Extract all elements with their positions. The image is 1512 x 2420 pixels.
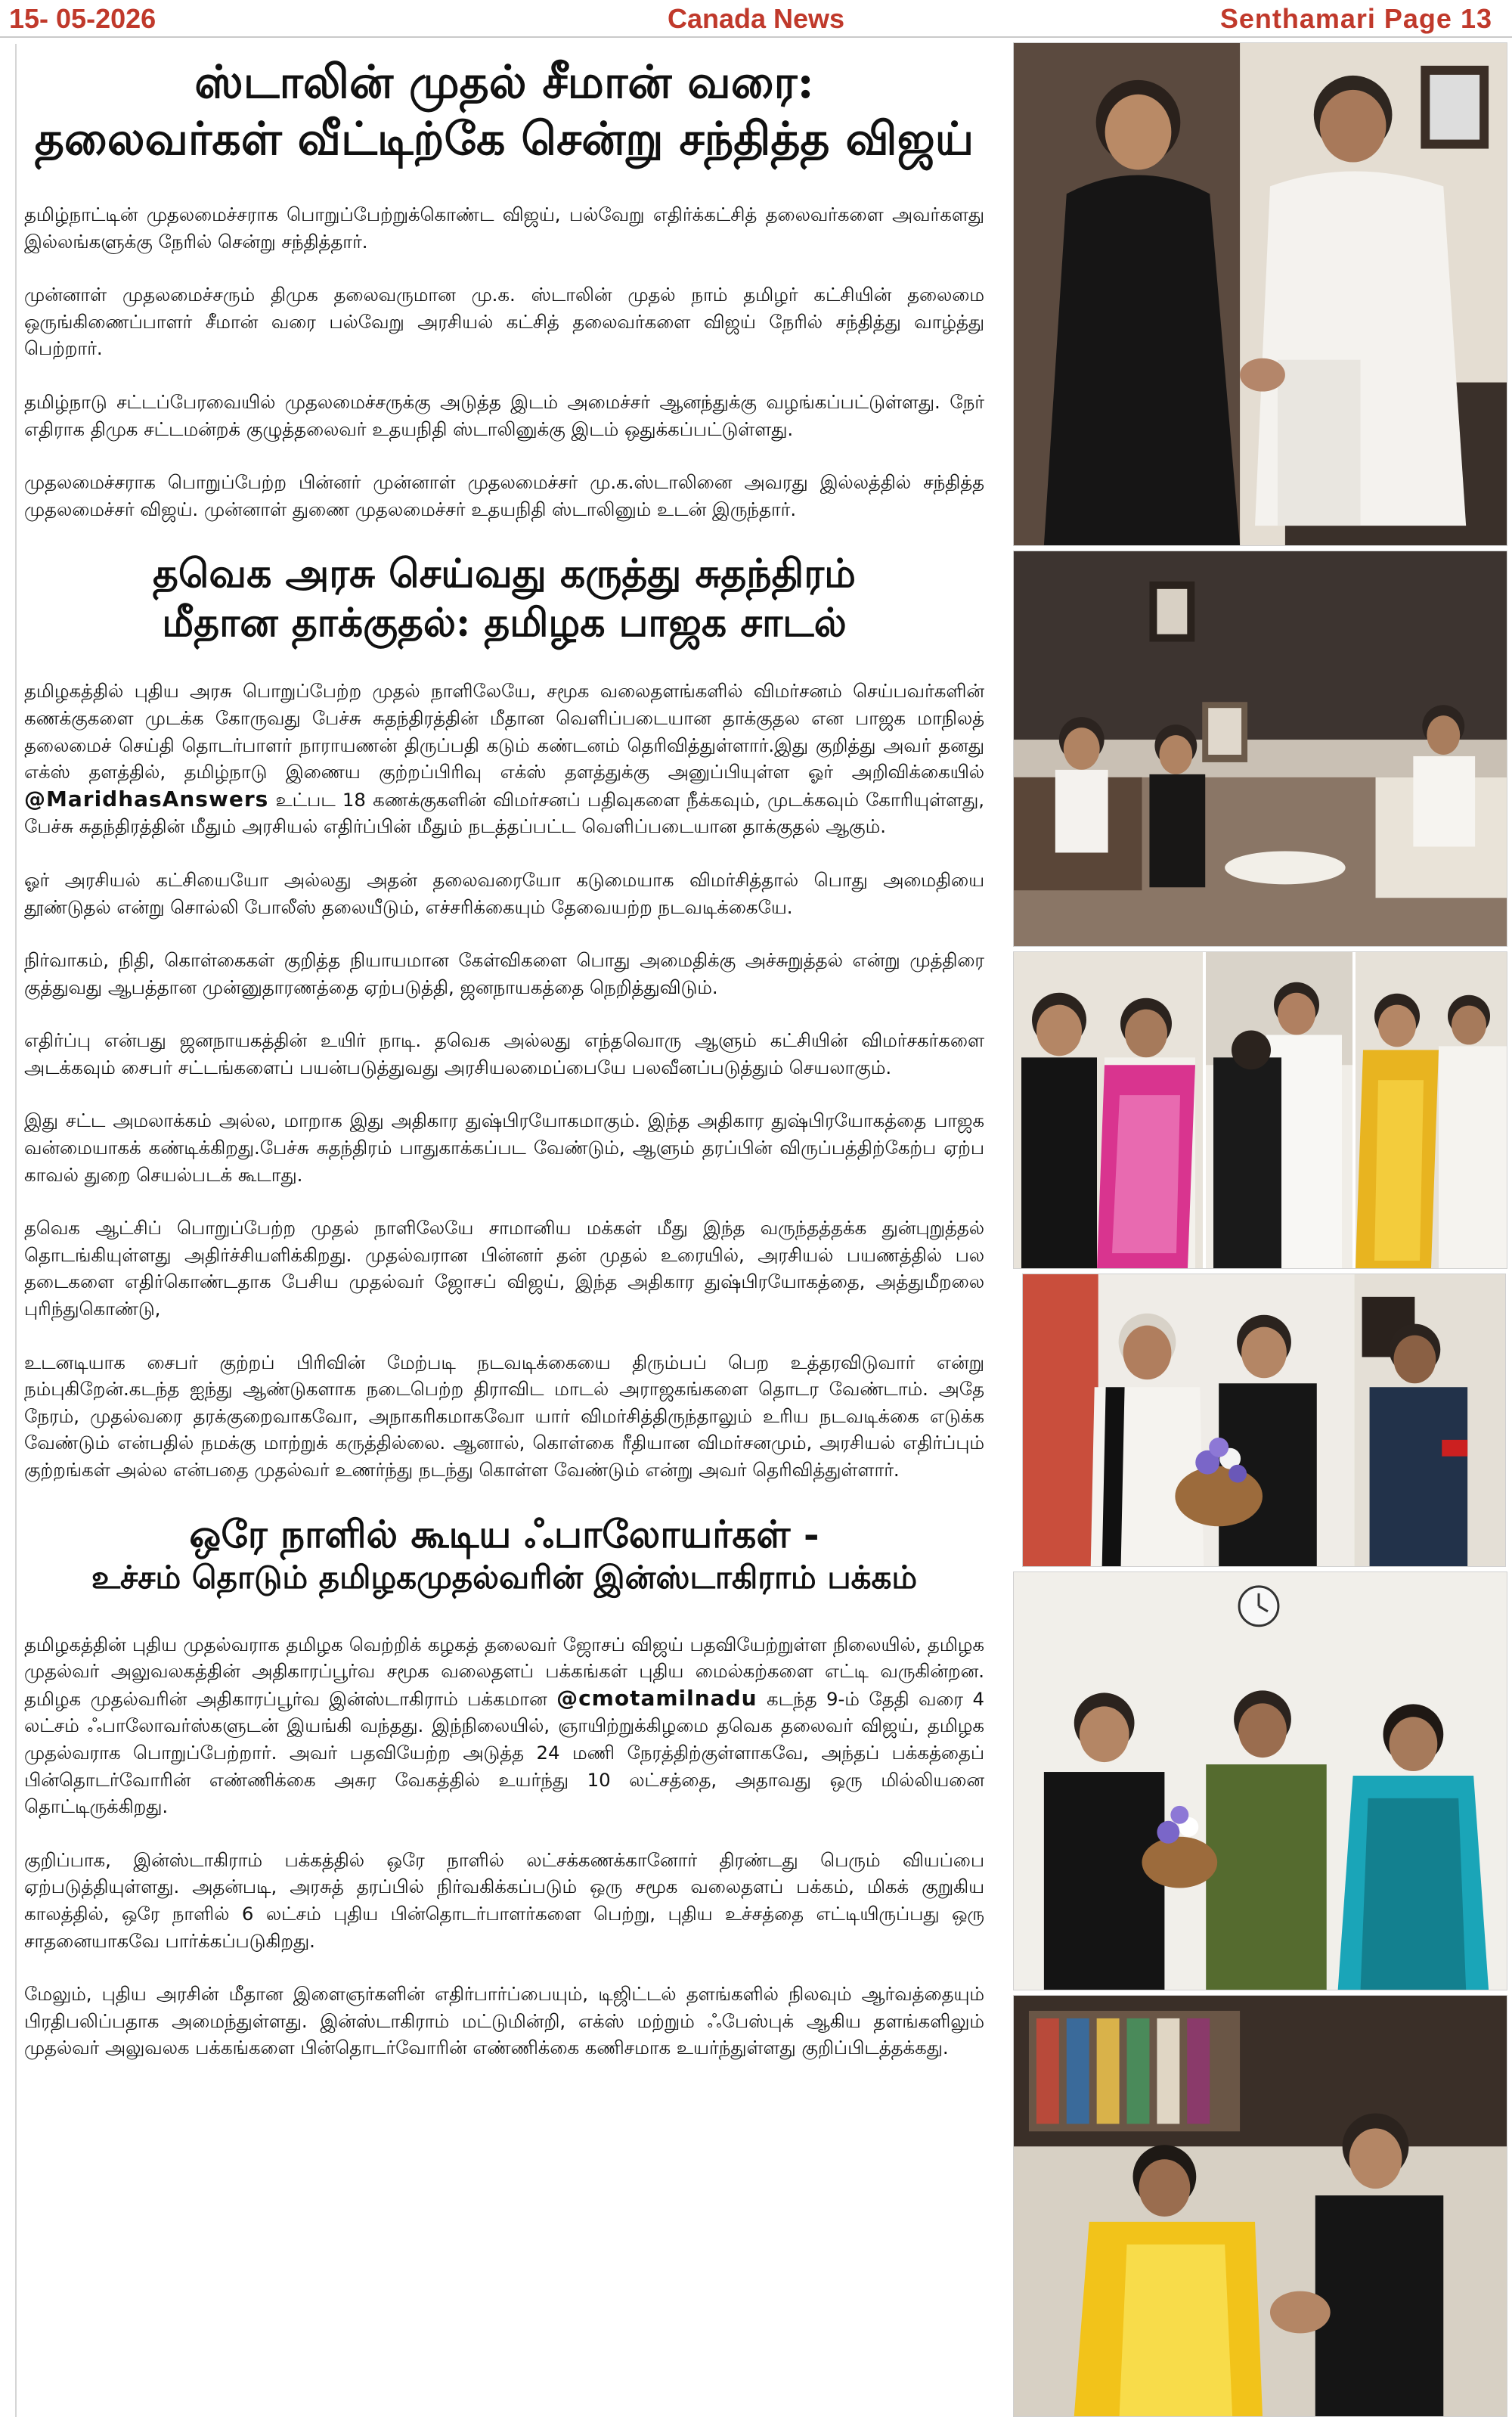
headline-line-2: தலைவர்கள் வீட்டிற்கே சென்று சந்தித்த விஜய் <box>34 113 974 166</box>
shawl-photo-panel-3 <box>1356 952 1507 1268</box>
social-handle-mention: @cmotamilnadu <box>556 1685 758 1711</box>
article-headline-line-2: உச்சம் தொடும் தமிழகமுதல்வரின் இன்ஸ்டாகிராம் பக்கம் <box>91 1559 918 1596</box>
headline-line-1: தவெக அரசு செய்வது கருத்து சுதந்திரம் <box>153 551 856 597</box>
article-paragraph: உடனடியாக சைபர் குற்றப் பிரிவின் மேற்படி நடவடிக்கையை திரும்பப் பெற உத்தரவிடுவார் என்று நம்புகிறேன்.கடந்த ஐந்து ஆண்டுகளாக நடைபெற்ற திராவிட மாடல் அராஜகங்களை தொடர வேண்டாம். அதே நேரம், முதல்வரை தரக்குறைவாகவோ, அநாகரிகமாகவோ யார் விமர்சித்திருந்தாலும் உரிய நடவடிக்கை எடுக்க வேண்டும் என்பதில் நமக்கு மாற்றுக் கருத்தில்லை. ஆனால், கொள்கை ரீதியான விமர்சனமும், அரசியல் எதிர்ப்பும் குற்றங்கள் அல்ல என்பதை முதல்வர் உணர்ந்து நடந்து கொள்ள வேண்டும் என்று அவர் தெரிவித்துள்ளார். <box>24 1351 984 1481</box>
article-paragraph: குறிப்பாக, இன்ஸ்டாகிராம் பக்கத்தில் ஒரே நாளில் லட்சக்கணக்கானோர் திரண்டது பெரும் வியப்பை ஏற்படுத்தியுள்ளது. அதன்படி, அரசுத் தரப்பில் நிர்வகிக்கப்படும் ஒரு சமூக வலைதளப் பக்கம், மிகக் குறுகிய காலத்தில், ஒரே நாளில் 6 லட்சம் புதிய பின்தொடர்பாளர்களை பெற்று, புதிய உச்சத்தை எட்டியிருப்பது ஒரு சாதனையாகவே பார்க்கப்படுகிறது. <box>24 1848 984 1952</box>
bouquet-illustration <box>1023 1274 1505 1566</box>
paragraph-text: உட்பட 18 கணக்குகளின் விமர்சனப் பதிவுகளை நீக்கவும், முடக்கவும் கோரியுள்ளது, பேச்சு சுதந்திரத்தின் மீதும் அரசியல் எதிர்ப்பின் மீதும் நடத்தப்பட்ட வெளிப்படையான தாக்குதல் ஆகும். <box>24 788 984 838</box>
article-paragraph: தமிழ்நாட்டின் முதலமைச்சராக பொறுப்பேற்றுக்கொண்ட விஜய், பல்வேறு எதிர்க்கட்சித் தலைவர்களை அவர்களது இல்லங்களுக்கு நேரில் சென்று சந்தித்தார். <box>24 203 984 253</box>
living-room-meeting-photo <box>1013 551 1507 947</box>
paragraph-text: தமிழகத்தின் புதிய முதல்வராக தமிழக வெற்றிக் கழகத் தலைவர் ஜோசப் விஜய் பதவியேற்றுள்ள நிலையில், தமிழக முதல்வர் அலுவலகத்தின் அதிகாரப்பூர்வ சமூக வலைதளப் பக்கங்கள் புதிய மைல்கற்களை எட்டி வருகின்றன. தமிழக முதல்வரின் அதிகாரப்பூர்வ இன்ஸ்டாகிராம் பக்கமான <box>24 1633 984 1710</box>
bouquet-group-illustration <box>1014 1572 1507 1990</box>
article-paragraph: முன்னாள் முதலமைச்சரும் திமுக தலைவருமான மு.க. ஸ்டாலின் முதல் நாம் தமிழர் கட்சியின் தலைமை ஒருங்கிணைப்பாளர் சீமான் வரை பல்வேறு அரசியல் கட்சித் தலைவர்களை விஜய் நேரில் சந்தித்து வாழ்த்து பெற்றார். <box>24 284 984 360</box>
living-room-illustration <box>1014 551 1507 946</box>
header-date: 15- 05-2026 <box>9 3 156 34</box>
article-instagram-followers <box>24 1511 984 2062</box>
handshake-photo <box>1013 42 1507 546</box>
article-column <box>15 44 984 2417</box>
shawl-greeting-photo <box>1013 951 1507 1269</box>
article-paragraph: தவெக ஆட்சிப் பொறுப்பேற்ற முதல் நாளிலேயே சாமானிய மக்கள் மீது இந்த வருந்தத்தக்க துன்புறுத்தல் தொடங்கியுள்ளது அதிர்ச்சியளிக்கிறது. முதல்வரான பின்னர் தன் முதல் உரையில், அரசியல் பயணத்தில் பல தடைகளை எதிர்கொண்டதாக பேசிய முதல்வர் ஜோசப் விஜய், இந்த அதிகார துஷ்பிரயோகத்தை, அத்துமீறலை புரிந்துகொண்டு, <box>24 1217 984 1320</box>
yellow-shawl-illustration <box>1014 1996 1507 2416</box>
handshake-illustration <box>1014 43 1507 545</box>
article-headline-line-1: ஒரே நாளில் கூடிய ஃபாலோயர்கள் - <box>189 1511 820 1556</box>
shawl-photo-panel-1 <box>1014 952 1203 1268</box>
article-stalin-to-seeman <box>24 54 984 523</box>
paragraph-text: கடந்த 9-ம் தேதி வரை 4 லட்சம் ஃபாலோவர்ஸ்களுடன் இயங்கி வந்தது. இந்நிலையில், ஞாயிற்றுக்கிழமை தவெக தலைவர் விஜய், தமிழக முதல்வராக பொறுப்பேற்றார். அவர் பதவியேற்ற அடுத்த 24 மணி நேரத்திற்குள்ளாகவே, அந்தப் பக்கத்தைப் பின்தொடர்வோரின் எண்ணிக்கை அசுர வேகத்தில் உயர்ந்து 10 லட்சத்தை, அதாவது ஒரு மில்லியனை தொட்டிருக்கிறது. <box>24 1687 984 1818</box>
photo-column <box>1010 39 1512 2420</box>
article-paragraph: தமிழ்நாடு சட்டப்பேரவையில் முதலமைச்சருக்கு அடுத்த இடம் அமைச்சர் ஆனந்துக்கு வழங்கப்பட்டுள்ளது. நேர் எதிராக திமுக சட்டமன்றக் குழுத்தலைவர் உதயநிதி ஸ்டாலினுக்கு இடம் ஒதுக்கப்பட்டுள்ளது. <box>24 390 984 440</box>
yellow-shawl-photo <box>1013 1995 1507 2417</box>
flower-bouquet-photo <box>1022 1274 1506 1567</box>
article-paragraph <box>24 1631 984 1820</box>
headline-line-2: மீதான தாக்குதல்: தமிழக பாஜக சாடல் <box>162 600 847 647</box>
article-headline <box>24 549 984 647</box>
bouquet-group-photo <box>1013 1571 1507 1990</box>
article-paragraph: நிர்வாகம், நிதி, கொள்கைகள் குறித்த நியாயமான கேள்விகளை பொது அமைதிக்கு அச்சுறுத்தல் என்று முத்திரை குத்துவது ஆபத்தான முன்னுதாரணத்தை ஏற்படுத்தி, ஜனநாயகத்தை நெறித்துவிடும். <box>24 949 984 998</box>
article-paragraph: இது சட்ட அமலாக்கம் அல்ல, மாறாக இது அதிகார துஷ்பிரயோகமாகும். இந்த அதிகார துஷ்பிரயோகத்தை பாஜக வன்மையாகக் கண்டிக்கிறது.பேச்சு சுதந்திரம் பாதுகாக்கப்பட வேண்டும், ஆளும் தரப்பின் விருப்பத்திற்கேற்ப ஏற்ப காவல் துறை செயல்படக் கூடாது. <box>24 1109 984 1186</box>
header-page-label: Senthamari Page 13 <box>1219 3 1492 34</box>
article-bjp-criticism <box>24 549 984 1483</box>
headline-line-1: ஸ்டாலின் முதல் சீமான் வரை: <box>194 56 814 109</box>
article-paragraph <box>24 678 984 840</box>
article-headline <box>24 54 984 168</box>
social-handle-mention: @MaridhasAnswers <box>24 786 269 811</box>
paragraph-text: தமிழகத்தில் புதிய அரசு பொறுப்பேற்ற முதல் நாளிலேயே, சமூக வலைதளங்களில் விமர்சனம் செய்பவர்களின் கணக்குகளை முடக்க கோருவது பேச்சு சுதந்திரத்தின் மீதான வெளிப்படையான தாக்குதல என பாஜக மாநிலத் தலைமைச் செய்தி தொடர்பாளர் நாராயணன் திருப்பதி கடும் கண்டனம் தெரிவித்துள்ளார்.இது குறித்து அவர் தனது எக்ஸ் தளத்தில், தமிழ்நாடு இணைய குற்றப்பிரிவு எக்ஸ் தளத்துக்கு அனுப்பியுள்ள ஓர் அறிவிக்கையில் <box>24 680 984 783</box>
shawl-photo-panel-2 <box>1206 952 1352 1268</box>
page-header <box>0 0 1512 38</box>
article-paragraph: ஓர் அரசியல் கட்சியையோ அல்லது அதன் தலைவரையோ கடுமையாக விமர்சித்தால் பொது அமைதியை தூண்டுதல் என்று சொல்லி போலீஸ் தலையீடும், எச்சரிக்கையும் தேவையற்ற நடவடிக்கையே. <box>24 868 984 918</box>
article-paragraph: முதலமைச்சராக பொறுப்பேற்ற பின்னர் முன்னாள் முதலமைச்சர் மு.க.ஸ்டாலினை அவரது இல்லத்தில் சந்தித்த முதலமைச்சர் விஜய். முன்னாள் துணை முதலமைச்சர் உதயநிதி ஸ்டாலினும் உடன் இருந்தார். <box>24 471 984 520</box>
article-paragraph: எதிர்ப்பு என்பது ஜனநாயகத்தின் உயிர் நாடி. தவெக அல்லது எந்தவொரு ஆளும் கட்சியின் விமர்சகர்களை அடக்கவும் சைபர் சட்டங்களைப் பயன்படுத்துவது அரசியலமைப்பையே பலவீனப்படுத்தும் செயலாகும். <box>24 1029 984 1078</box>
article-paragraph: மேலும், புதிய அரசின் மீதான இளைஞர்களின் எதிர்பார்ப்பையும், டிஜிட்டல் தளங்களில் நிலவும் ஆர்வத்தையும் பிரதிபலிப்பதாக அமைந்துள்ளது. இன்ஸ்டாகிராம் மட்டுமின்றி, எக்ஸ் மற்றும் ஃபேஸ்புக் ஆகிய தளங்களிலும் முதல்வர் அலுவலக பக்கங்களை பின்தொடர்வோரின் எண்ணிக்கை கணிசமாக உயர்ந்துள்ளது குறிப்பிடத்தக்கது. <box>24 1983 984 2059</box>
header-section-name: Canada News <box>667 3 845 34</box>
